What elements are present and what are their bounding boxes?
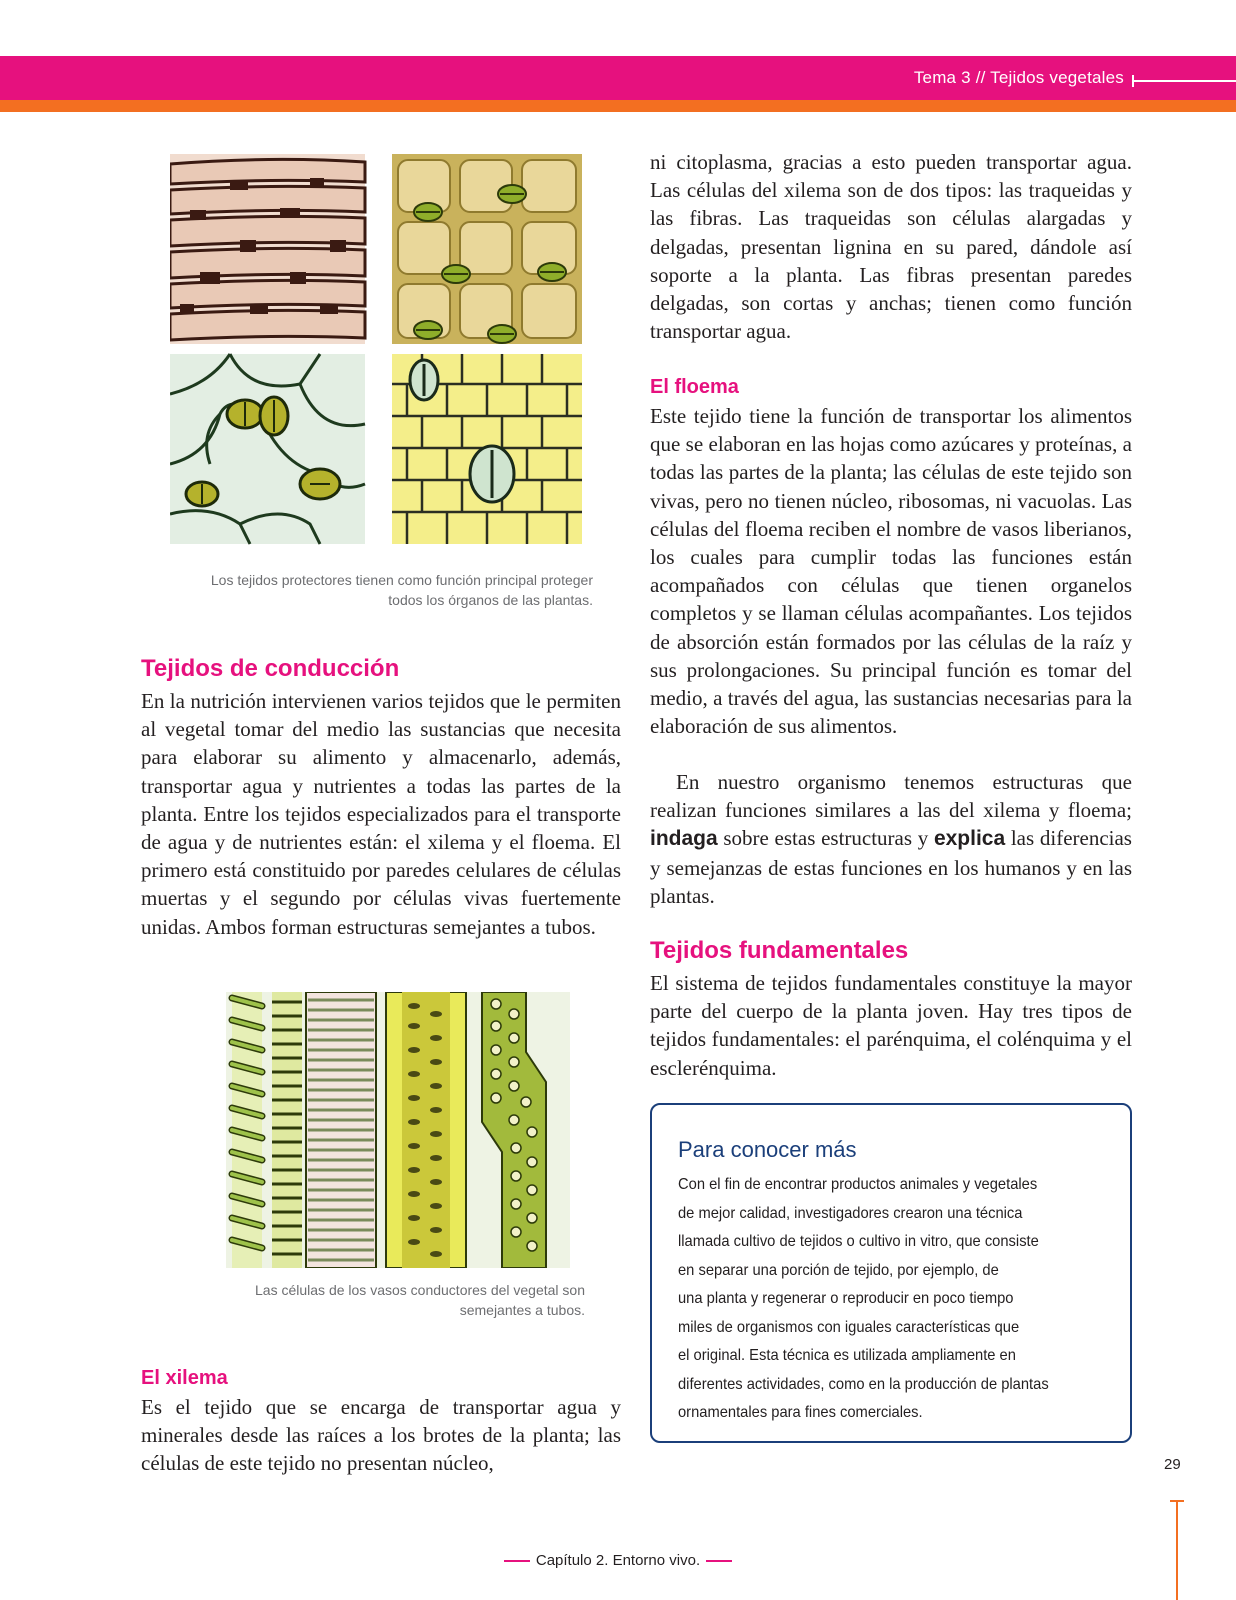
info-box-line: llamada cultivo de tejidos o cultivo in vitro, que consiste	[678, 1233, 1039, 1250]
caption-line: Las células de los vasos conductores del vegetal son	[255, 1282, 585, 1298]
paragraph-xilema-left: Es el tejido que se encarga de transportar agua y minerales desde las raíces a los brotes de la planta; las células de este tejido no presentan núcleo,	[141, 1395, 621, 1476]
panel-irregular-cells	[170, 354, 365, 544]
info-box-line: en separar una porción de tejido, por ejemplo, de	[678, 1261, 999, 1279]
vessels-figure	[226, 992, 570, 1268]
activity-keyword-indaga: indaga	[650, 827, 718, 851]
vessel-pitted-yellow	[386, 992, 466, 1268]
footer	[0, 1552, 1236, 1569]
protective-figure-caption	[160, 570, 593, 610]
activity-text: En nuestro organismo tenemos estructuras que realizan funciones similares a las del xilema y floema;	[650, 770, 1132, 823]
panel-stomata-cells	[392, 154, 582, 344]
paragraph-activity	[650, 768, 1132, 910]
topic-title: Tema 3 // Tejidos vegetales	[913, 68, 1124, 87]
paragraph-floema: Este tejido tiene la función de transportar los alimentos que se elaboran en las hojas como azúcares y proteínas, a todas las partes de la planta; las células de este tejido son vivas, pero no tienen núcleo, ribosomas, ni vacuolas. Las células del floema reciben el nombre de vasos liberianos, los cuales para cumplir todas las funciones están acompañados con células que tienen organelos completos y se llaman células acompañantes. Los tejidos de absorción están formados por las células de la raíz y sus prolongaciones. Su principal función es tomar del medio, a través del agua, las sustancias necesarias para la elaboración de sus alimentos.	[650, 404, 1132, 739]
info-box-title: Para conocer más	[678, 1137, 857, 1162]
info-box-line: ornamentales para fines comerciales.	[678, 1404, 923, 1421]
section-heading-xilema: El xilema	[141, 1367, 228, 1389]
activity-keyword-explica: explica	[933, 827, 1006, 851]
caption-line: semejantes a tubos.	[459, 1302, 585, 1318]
info-box-line: diferentes actividades, como en la producción de plantas	[678, 1375, 1049, 1393]
caption-line: todos los órganos de las plantas.	[388, 592, 593, 608]
footer-chapter: Capítulo 2.	[535, 1552, 609, 1569]
caption-line: Los tejidos protectores tienen como función principal proteger	[210, 572, 593, 588]
info-box-line: el original. Esta técnica es utilizada ampliamente en	[678, 1347, 1016, 1364]
paragraph-fundamentales: El sistema de tejidos fundamentales constituye la mayor parte del cuerpo de la planta joven. Hay tres tipos de tejidos fundamentales: el parénquima, el colénquima y el esclerénquima.	[650, 971, 1132, 1080]
vessel-spiral	[232, 992, 262, 1268]
section-heading-conduccion: Tejidos de conducción	[141, 655, 400, 682]
page-number: 29	[1164, 1456, 1181, 1473]
vessel-annular	[272, 992, 302, 1268]
footer-chapter-title: Entorno vivo.	[612, 1552, 701, 1569]
activity-text: sobre estas estructuras y	[717, 826, 934, 851]
vessels-figure-caption	[160, 1280, 585, 1320]
info-box-line: de mejor calidad, investigadores crearon una técnica	[678, 1204, 1023, 1222]
activity-text: las diferencias y semejanzas de estas funciones en los humanos y en las plantas.	[650, 826, 1132, 908]
panel-elongated-cells	[170, 154, 365, 344]
paragraph-conduccion: En la nutrición intervienen varios tejidos que le permiten al vegetal tomar del medio las sustancias que necesita para elaborar su alimento y almacenarlo, además, transportar agua y nutrientes a todas las partes de la planta. Entre los tejidos especializados para el transporte de agua y de nutrientes están: el xilema y el floema. El primero está constituido por paredes celulares de células muertas y el segundo por células vivas fuertemente unidas. Ambos forman estructuras semejantes a tubos.	[141, 689, 621, 939]
footer-left-rule	[504, 1560, 530, 1562]
paragraph-xilema-right: ni citoplasma, gracias a esto pueden transportar agua. Las células del xilema son de dos tipos: las traqueidas y las fibras. Las traqueidas son células alargadas y delgadas, presentan lignina en su pared, dándole así soporte a la planta. Las fibras presentan paredes delgadas, son cortas y anchas; tienen como función transportar agua.	[650, 150, 1132, 344]
info-box-line: Con el fin de encontrar productos animales y vegetales	[678, 1176, 1038, 1193]
info-box-line: miles de organismos con iguales características que	[678, 1318, 1020, 1336]
footer-right-rule	[706, 1560, 732, 1562]
side-marker-line	[1176, 1500, 1178, 1600]
section-heading-floema: El floema	[650, 376, 739, 398]
protective-tissues-figure	[170, 154, 592, 554]
info-box-line: una planta y regenerar o reproducir en poco tiempo	[678, 1290, 1014, 1307]
header-line	[1134, 80, 1236, 82]
section-heading-fundamentales: Tejidos fundamentales	[650, 937, 909, 964]
info-box-text	[678, 1171, 1083, 1428]
vessel-ribbed	[306, 992, 376, 1268]
header-orange-stripe	[0, 100, 1236, 112]
info-box-para-conocer-mas	[650, 1103, 1132, 1443]
panel-reticulate-cells	[392, 354, 582, 544]
